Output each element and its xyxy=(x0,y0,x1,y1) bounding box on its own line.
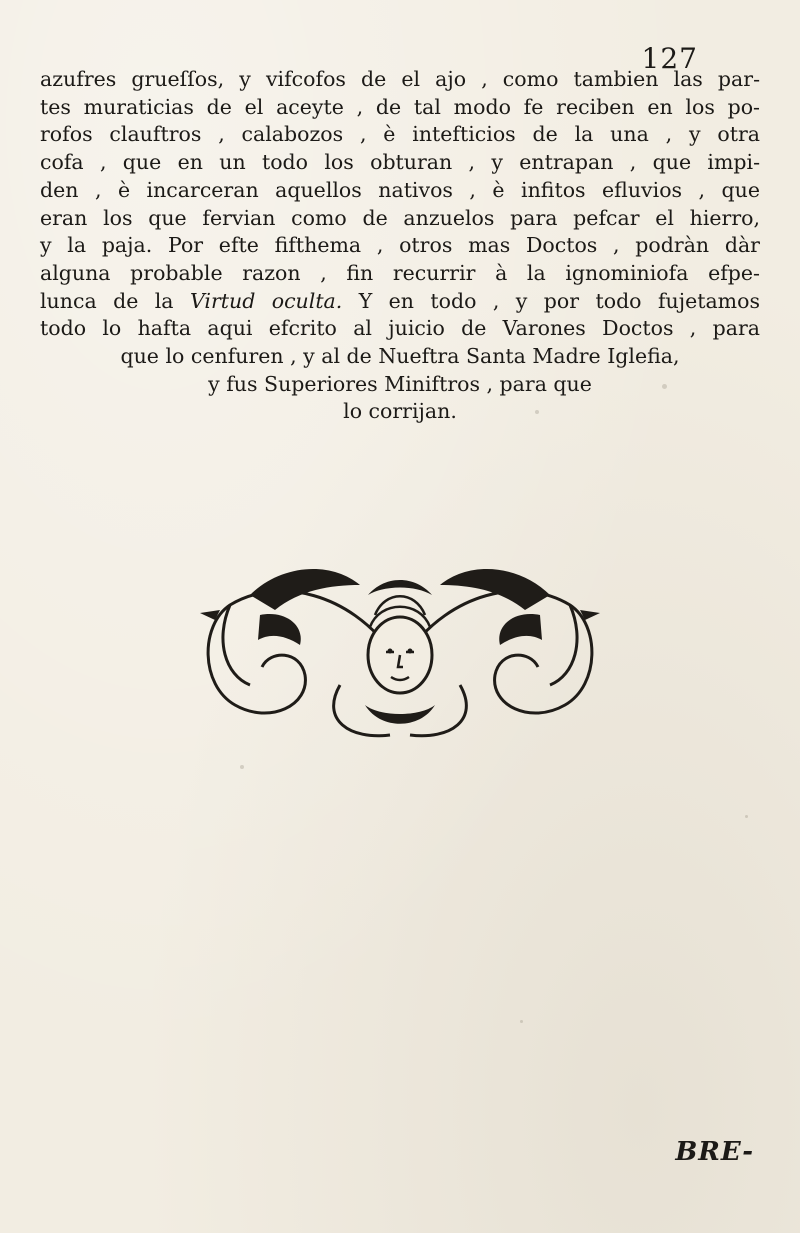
text-line: y la paja. Por efte fifthema , otros mas Doctos , podràn dàr xyxy=(40,233,760,258)
text-line-centered: lo corrijan. xyxy=(343,399,457,424)
text-line: den , è incarceran aquellos nativos , è infitos efluvios , que xyxy=(40,177,760,202)
paper-speck xyxy=(535,410,539,414)
paper-speck xyxy=(520,1020,523,1023)
text-line: rofos clauftros , calabozos , è intefticios de la una , y otra xyxy=(40,122,760,147)
page-number: 127 xyxy=(641,42,698,75)
catchword: BRE- xyxy=(675,1137,754,1167)
text-line: azufres grueſſos, y vifcofos de el ajo , como tambien las par- xyxy=(40,67,760,91)
text-segment: Y en todo , y por todo fujetamos xyxy=(342,288,760,313)
body-text xyxy=(40,66,760,426)
text-line: tes muraticias de el aceyte , de tal modo fe reciben en los po- xyxy=(40,94,760,119)
text-line: todo lo hafta aqui efcrito al juicio de Varones Doctos , para xyxy=(40,316,760,341)
italic-title: Virtud oculta. xyxy=(189,288,343,313)
text-line-with-italic xyxy=(40,288,760,316)
text-line: cofa , que en un todo los obturan , y entrapan , que impi- xyxy=(40,150,760,175)
text-line-centered: que lo cenfuren , y al de Nueftra Santa Madre Iglefia, xyxy=(120,344,680,369)
text-segment: lunca de la xyxy=(40,288,190,313)
text-line: eran los que fervian como de anzuelos para pefcar el hierro, xyxy=(40,205,760,230)
paper-speck xyxy=(662,384,667,389)
paper-speck xyxy=(745,815,748,818)
tailpiece-ornament-icon xyxy=(190,555,610,750)
text-line-centered: y fus Superiores Miniftros , para que xyxy=(208,371,592,396)
paper-speck xyxy=(240,765,244,769)
text-line: alguna probable razon , fin recurrir à la ignominiofa efpe- xyxy=(40,260,760,285)
